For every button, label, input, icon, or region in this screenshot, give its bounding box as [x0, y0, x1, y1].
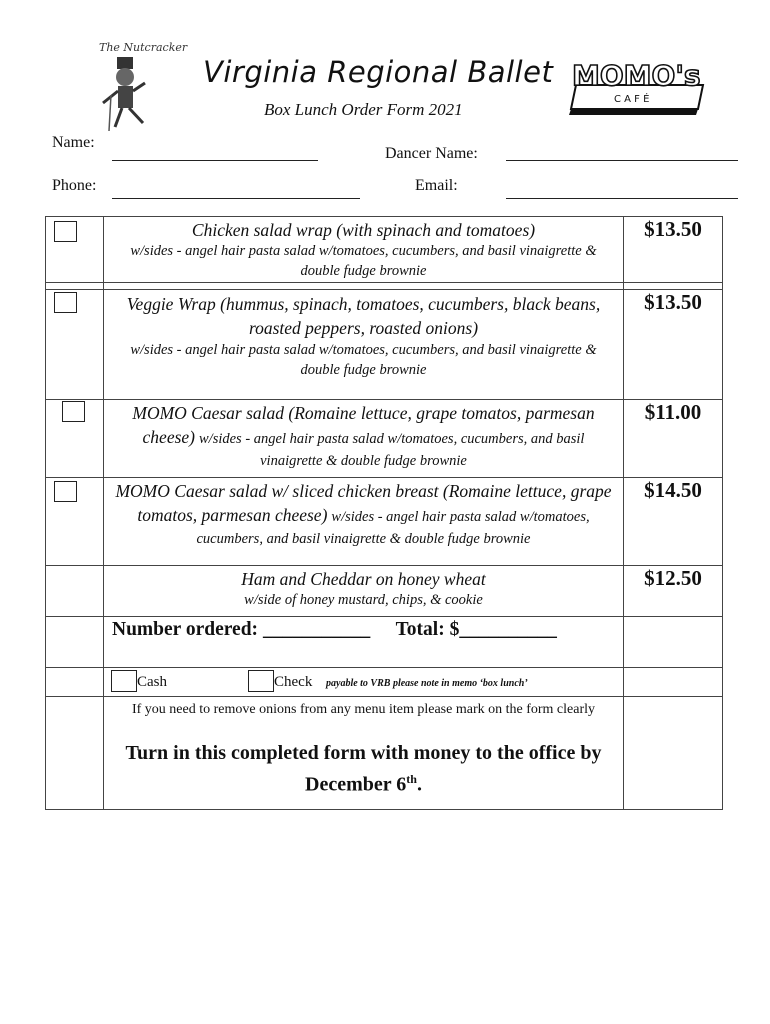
menu-row-3 [46, 400, 723, 478]
turn-in-end: . [416, 773, 422, 796]
item-1-price: $13.50 [624, 217, 723, 283]
item-5-name: Ham and Cheddar on honey wheat [241, 569, 486, 589]
item-4-checkbox[interactable] [54, 481, 77, 502]
name-field[interactable] [112, 160, 318, 161]
item-4-name: MOMO Caesar salad w/ sliced chicken breast (Romaine lettuce, grape tomatos, parmesan cheese) [115, 481, 612, 525]
momos-text: MOMO's [572, 59, 701, 92]
turn-in-text: Turn in this completed form with money to the office by December 6 [125, 742, 602, 796]
item-5-check-cell[interactable] [46, 566, 104, 617]
item-4-text [108, 480, 619, 550]
form-subtitle: Box Lunch Order Form 2021 [264, 100, 463, 119]
phone-field[interactable] [112, 198, 360, 199]
item-5-price: $12.50 [624, 566, 723, 617]
item-4-price: $14.50 [624, 478, 723, 566]
item-3-text [110, 402, 617, 472]
turn-in-sup: th [406, 772, 417, 786]
order-table [45, 216, 723, 810]
item-2-name: Veggie Wrap (hummus, spinach, tomatoes, cucumbers, black beans, roasted peppers, roasted onions) [126, 294, 601, 338]
nutcracker-logo [85, 35, 188, 135]
email-label: Email: [415, 177, 458, 194]
cash-label: Cash [137, 674, 167, 690]
footer-row [46, 697, 723, 810]
item-5-sides: w/side of honey mustard, chips, & cookie [244, 592, 483, 608]
item-4-sides: w/sides - angel hair pasta salad w/tomatoes, cucumbers, and basil vinaigrette & double fudge brownie [196, 509, 590, 547]
name-label: Name: [52, 134, 95, 151]
menu-row-5 [46, 566, 723, 617]
cafe-text: C A F É [614, 94, 650, 105]
check-checkbox[interactable] [248, 670, 274, 692]
menu-row-4 [46, 478, 723, 566]
item-3-sides: w/sides - angel hair pasta salad w/tomatoes, cucumbers, and basil vinaigrette & double fudge brownie [199, 431, 585, 469]
totals-row [46, 617, 723, 668]
page-title: Virginia Regional Ballet [203, 55, 554, 89]
item-2-price: $13.50 [624, 290, 723, 400]
check-label: Check [274, 674, 313, 690]
menu-row-2 [46, 290, 723, 400]
onion-note: If you need to remove onions from any menu item please mark on the form clearly [131, 702, 596, 717]
item-1-sides: w/sides - angel hair pasta salad w/tomatoes, cucumbers, and basil vinaigrette & double fudge brownie [130, 243, 597, 279]
check-note: payable to VRB please note in memo ‘box lunch’ [326, 678, 528, 689]
item-2-sides: w/sides - angel hair pasta salad w/tomatoes, cucumbers, and basil vinaigrette & double fudge brownie [130, 342, 597, 378]
item-3-name: MOMO Caesar salad (Romaine lettuce, grape tomatos, parmesan cheese) [132, 403, 595, 447]
total-field[interactable]: __________ [459, 619, 557, 640]
dancer-name-label: Dancer Name: [385, 145, 478, 162]
item-2-checkbox[interactable] [54, 292, 77, 313]
item-1-checkbox[interactable] [54, 221, 77, 242]
logo-text-the: The Nutcracker [99, 41, 188, 54]
number-ordered-label: Number ordered: [112, 619, 259, 640]
item-3-price: $11.00 [624, 400, 723, 478]
dancer-name-field[interactable] [506, 160, 738, 161]
item-1-name: Chicken salad wrap (with spinach and tomatoes) [191, 220, 536, 240]
phone-label: Phone: [52, 177, 97, 194]
number-ordered-field[interactable]: ___________ [262, 619, 371, 640]
momos-cafe-logo [568, 55, 713, 117]
turn-in-instruction [114, 740, 613, 798]
payment-row [46, 668, 723, 697]
menu-row-1 [46, 217, 723, 283]
cash-checkbox[interactable] [111, 670, 137, 692]
item-3-checkbox[interactable] [62, 401, 85, 422]
email-field[interactable] [506, 198, 738, 199]
total-label: Total: $ [395, 619, 460, 640]
